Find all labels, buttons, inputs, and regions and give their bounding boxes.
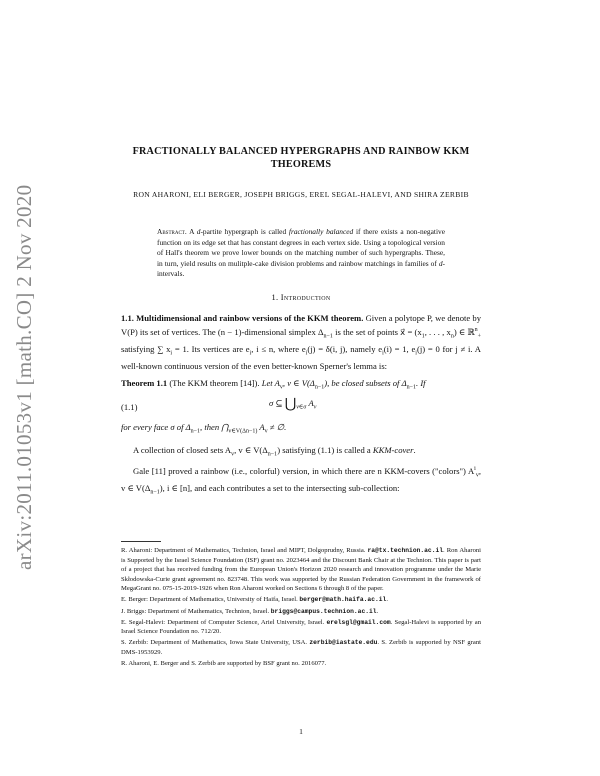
subsection-paragraph — [121, 312, 481, 372]
para-text: , . . . , x — [424, 327, 451, 338]
subscript: v — [279, 384, 283, 391]
para-text: , v ∈ V(Δ — [234, 444, 268, 455]
subscript: n−1 — [190, 428, 201, 435]
footnote-text: R. Aharoni, E. Berger and S. Zerbib are supported by BSF grant no. 2016077. — [121, 660, 327, 668]
subscript: 1 — [421, 333, 425, 340]
subscript: v — [475, 472, 479, 479]
arxiv-side-stamp: arXiv:2011.01053v1 [math.CO] 2 Nov 2020 — [12, 184, 36, 570]
kkm-cover-paragraph — [121, 444, 481, 461]
email-link[interactable]: berger@math.haifa.ac.il — [299, 596, 387, 604]
subscript: n−1 — [267, 451, 278, 458]
para-text: ), i ∈ [n], and each contributes a set to the intersecting sub-collection: — [159, 482, 400, 493]
gale-paragraph — [121, 463, 481, 499]
subscript: v∈σ — [296, 404, 307, 411]
paper-title: FRACTIONALLY BALANCED HYPERGRAPHS AND RAINBOW KKM THEOREMS — [132, 146, 470, 170]
superscript: i — [474, 465, 476, 472]
section-title: Introduction — [280, 293, 331, 302]
footnote — [121, 618, 481, 637]
main-body — [121, 312, 481, 499]
subscript: n — [450, 333, 454, 340]
theorem-text: for every face σ of Δ — [121, 422, 191, 433]
footnotes — [121, 546, 481, 670]
abstract-italic: fractionally balanced — [288, 227, 354, 236]
footnote-rule — [121, 541, 161, 542]
subscript: n−1 — [323, 333, 333, 340]
theorem-conclusion — [121, 421, 481, 438]
abstract-label: Abstract. — [157, 227, 187, 236]
section-heading — [121, 293, 481, 302]
para-text: Gale [11] proved a rainbow (i.e., colorful) version, in which there are n KKM-covers ("colors") A — [133, 465, 475, 476]
big-union-symbol: ⋃ — [284, 397, 297, 413]
abstract-text: if there exists a non-negative function on its edge set that has constant degrees in each vertex side. Using a topological version of Hall's theorem we prove lower bounds on the matching number of such hypergraphs. These, in turn, yield results on mulitple-cake division problems and rainbow matchings in families of — [157, 227, 445, 268]
para-italic: KKM-cover — [372, 444, 414, 455]
footnote — [121, 595, 481, 605]
theorem-text: , v ∈ V(Δ — [282, 378, 315, 389]
theorem-text: A — [257, 422, 265, 433]
footnote-text: E. Berger: Department of Mathematics, University of Haifa, Israel. — [121, 596, 300, 604]
footnote-text: . — [386, 596, 388, 604]
subscript: v∈V(Δn−1) — [228, 428, 258, 435]
theorem-text: Let A — [261, 378, 280, 389]
subscript: n−1 — [150, 489, 160, 496]
equation-text: A — [306, 398, 314, 409]
subscript: n−1 — [406, 384, 417, 391]
equation-number: (1.1) — [121, 402, 138, 413]
subsection-title: Multidimensional and rainbow versions of the KKM theorem. — [136, 313, 364, 323]
footnote-text: . Ron Aharoni is Supported by the Israel Science Foundation (ISF) grant no. 2023464 and the Discount Bank Chair at the Technion. This paper is part of a project that has received funding from the European Union's Horizon 2020 research and innovation programme under the Marie Skłodowska-Curie grant agreement no. 823748. This work was supported by the Russian Federation Government in the framework of MegaGrant no. 075-15-2019-1926 when Ron Aharoni worked on Sections 6 through 8 of the paper. — [121, 547, 481, 593]
equation-1-1 — [121, 397, 481, 419]
page-number: 1 — [299, 727, 303, 736]
para-text: (j) = δ(i, j), namely e — [307, 343, 383, 354]
email-link[interactable]: ra@tx.technion.ac.il — [367, 547, 444, 554]
abstract-text: -partite hypergraph is called — [200, 227, 289, 236]
para-text: satisfying ∑ x — [121, 343, 171, 354]
footnote — [121, 607, 481, 617]
theorem-text: ), be closed subsets of Δ — [324, 378, 407, 389]
para-text: (i) = 1, e — [383, 343, 416, 354]
subscript: v — [231, 451, 235, 458]
para-text: (j) = 0 for j ≠ i. A well-known continuous version of the even better-known Sperner's lemma is: — [121, 343, 481, 371]
subscript: v — [264, 428, 268, 435]
abstract-text: A — [189, 227, 197, 236]
para-text: . — [413, 444, 416, 455]
subscript: i — [249, 350, 252, 357]
theorem-cite: (The KKM theorem [14]). — [169, 378, 260, 389]
abstract-italic: d — [438, 258, 443, 268]
para-text: ) ∈ ℝ — [453, 327, 475, 338]
abstract-text: -intervals. — [157, 258, 445, 279]
subscript: i — [415, 350, 417, 357]
subscript: i — [305, 350, 308, 357]
footnote-text: . — [376, 607, 379, 615]
abstract — [157, 227, 445, 280]
email-link[interactable]: briggs@campus.technion.ac.il — [270, 607, 377, 615]
theorem-label: Theorem 1.1 — [121, 378, 168, 389]
para-text: is the set of points x⃗ = (x — [332, 327, 422, 338]
theorem-text: , then ⋂ — [200, 422, 229, 433]
paper-authors: RON AHARONI, ELI BERGER, JOSEPH BRIGGS, EREL SEGAL-HALEVI, AND SHIRA ZERBIB — [133, 190, 469, 199]
footnote — [121, 659, 481, 669]
footnote — [121, 546, 481, 594]
equation-text: σ ⊆ — [269, 398, 285, 409]
para-text: A collection of closed sets A — [133, 444, 232, 455]
footnote-text: R. Aharoni: Department of Mathematics, Technion, Israel and MIPT, Dolgoprudny, Russia. — [121, 547, 368, 554]
subscript: i — [170, 350, 173, 357]
footnote — [121, 638, 481, 657]
footnote-text: . Segal-Halevi is supported by an Israel Science Foundation no. 712/20. — [121, 618, 481, 636]
subscript: i — [382, 350, 384, 357]
para-text: , v ∈ V(Δ — [121, 465, 481, 493]
superscript: n — [474, 327, 478, 334]
subscript: n−1 — [314, 384, 325, 391]
theorem-statement — [121, 377, 481, 394]
footnote-text: J. Briggs: Department of Mathematics, Technion, Israel. — [121, 607, 271, 615]
para-text: = 1. Its vertices are e — [172, 343, 250, 354]
subscript: v — [313, 404, 317, 411]
theorem-text: . If — [416, 378, 426, 389]
subsection-number: 1.1. — [121, 313, 134, 323]
theorem-text: ≠ ∅. — [267, 422, 287, 433]
email-link[interactable]: erelsgl@gmail.com — [326, 618, 391, 626]
subscript: + — [477, 333, 481, 340]
abstract-italic: d — [196, 227, 201, 236]
footnote-text: . S. Zerbib is supported by NSF grant DMS-1953929. — [121, 639, 481, 656]
para-text: ) satisfying (1.1) is called a — [277, 444, 373, 455]
footnote-text: E. Segal-Halevi: Department of Computer Science, Ariel University, Israel. — [121, 618, 327, 626]
para-text: , i ≤ n, where e — [251, 343, 306, 354]
footnote-text: S. Zerbib: Department of Mathematics, Iowa State University, USA. — [121, 639, 310, 647]
section-number: 1. — [271, 293, 279, 302]
para-text: Given a polytope P, we denote by V(P) its set of vertices. The (n − 1)-dimensional simplex Δ — [121, 313, 482, 338]
email-link[interactable]: zerbib@iastate.edu — [309, 639, 378, 647]
equation-body — [269, 397, 316, 414]
